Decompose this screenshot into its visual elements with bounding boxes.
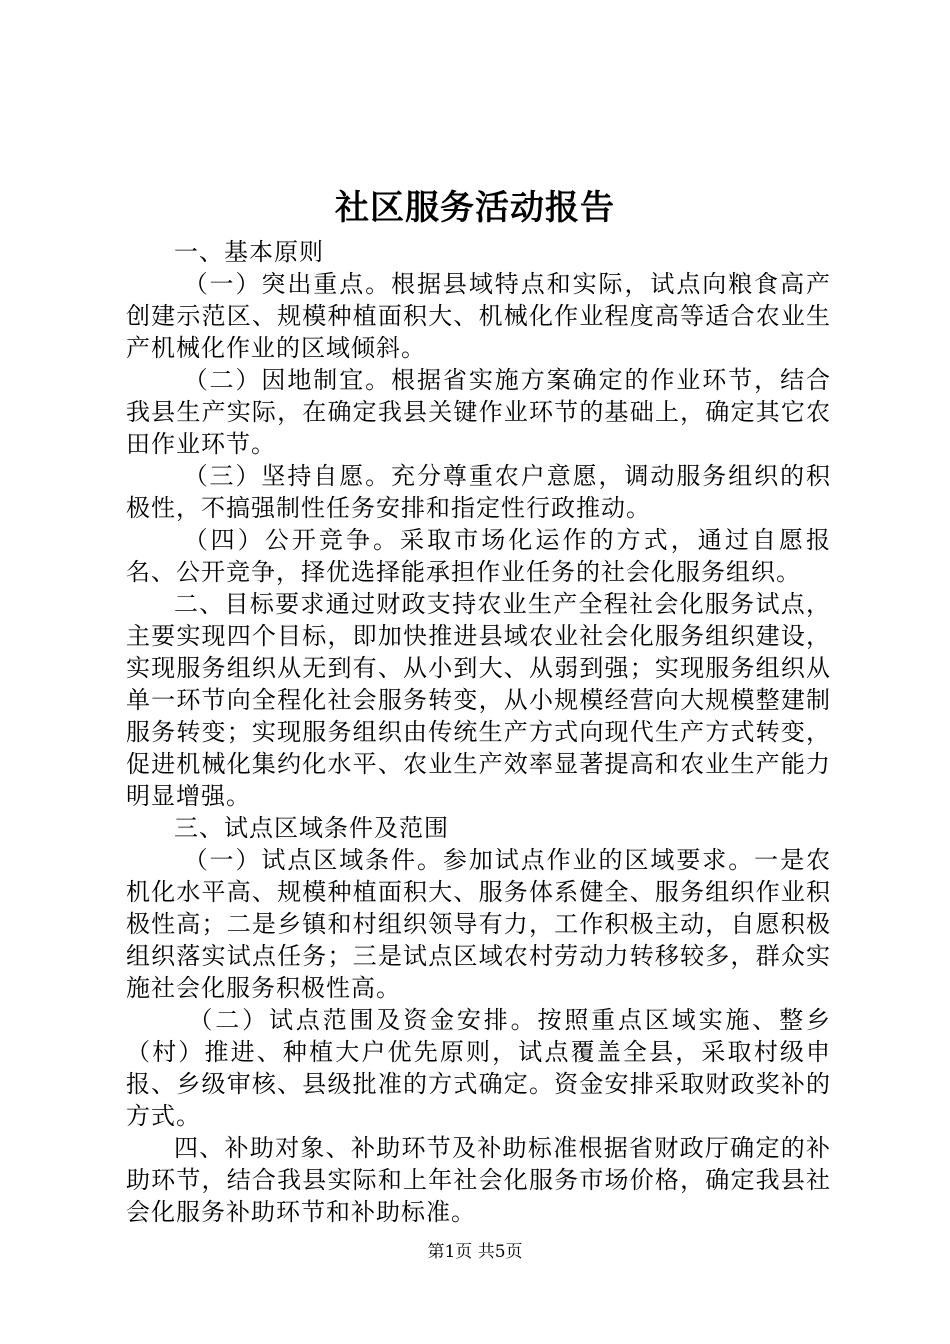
paragraph-local-conditions: （二）因地制宜。根据省实施方案确定的作业环节，结合我县生产实际，在确定我县关键作业环节的基础上，确定其它农田作业环节。 <box>126 366 831 458</box>
paragraph-open-competition: （四）公开竞争。采取市场化运作的方式，通过自愿报名、公开竞争，择优选择能承担作业任务的社会化服务组织。 <box>126 526 831 586</box>
section-heading-basic-principles: 一、基本原则 <box>174 238 324 266</box>
paragraph-highlight-focus: （一）突出重点。根据县域特点和实际，试点向粮食高产创建示范区、规模种植面积大、机械化作业程度高等适合农业生产机械化作业的区域倾斜。 <box>126 270 831 362</box>
document-title: 社区服务活动报告 <box>335 188 615 228</box>
paragraph-voluntary: （三）坚持自愿。充分尊重农户意愿，调动服务组织的积极性，不搞强制性任务安排和指定性行政推动。 <box>126 462 831 522</box>
document-body <box>126 236 831 1228</box>
paragraph-pilot-conditions: （一）试点区域条件。参加试点作业的区域要求。一是农机化水平高、规模种植面积大、服务体系健全、服务组织作业积极性高；二是乡镇和村组织领导有力，工作积极主动，自愿积极组织落实试点任务；三是试点区域农村劳动力转移较多，群众实施社会化服务积极性高。 <box>126 846 831 1002</box>
paragraph-pilot-scope-funding: （二）试点范围及资金安排。按照重点区域实施、整乡（村）推进、种植大户优先原则，试点覆盖全县，采取村级申报、乡级审核、县级批准的方式确定。资金安排采取财政奖补的方式。 <box>126 1006 831 1130</box>
section-goals-requirements: 二、目标要求通过财政支持农业生产全程社会化服务试点，主要实现四个目标，即加快推进县域农业社会化服务组织建设，实现服务组织从无到有、从小到大、从弱到强；实现服务组织从单一环节向全程化社会服务转变，从小规模经营向大规模整建制服务转变；实现服务组织由传统生产方式向现代生产方式转变，促进机械化集约化水平、农业生产效率显著提高和农业生产能力明显增强。 <box>126 590 831 810</box>
section-subsidy-standards: 四、补助对象、补助环节及补助标准根据省财政厅确定的补助环节，结合我县实际和上年社会化服务市场价格，确定我县社会化服务补助环节和补助标准。 <box>126 1134 831 1226</box>
section-heading-pilot-area: 三、试点区域条件及范围 <box>174 814 449 842</box>
page-footer: 第1页 共5页 <box>427 1242 523 1262</box>
